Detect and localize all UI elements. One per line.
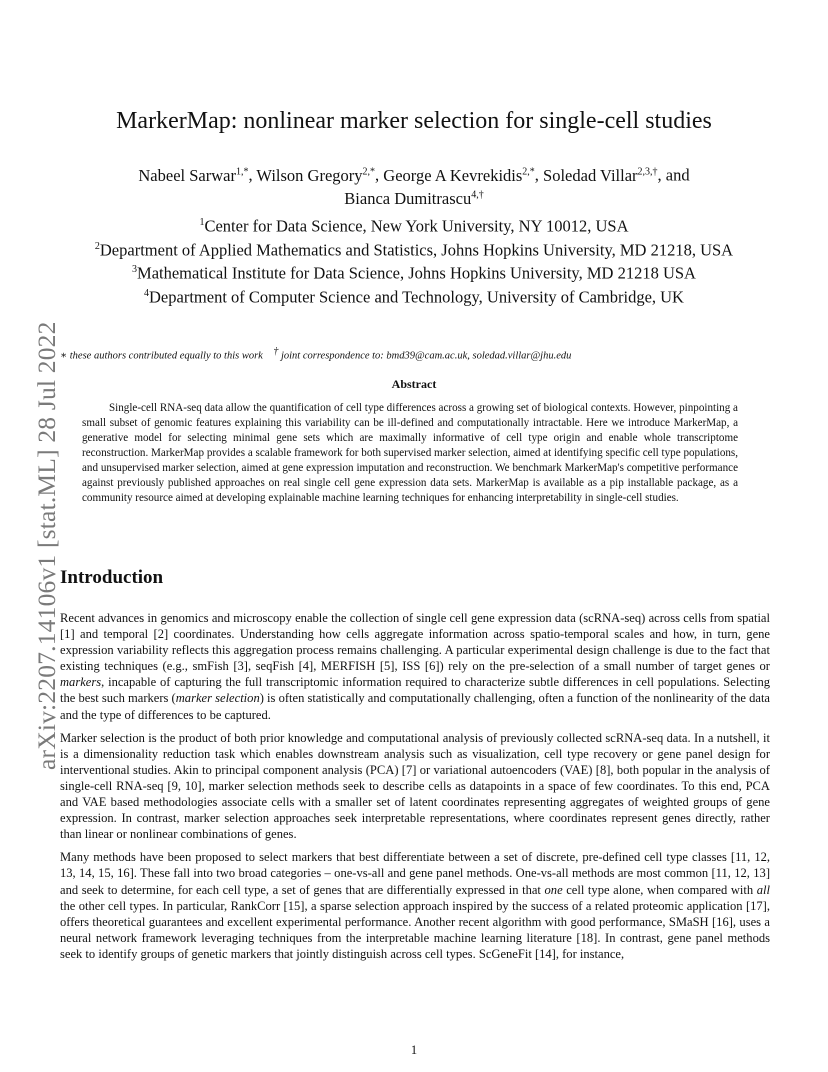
paragraph-text: ) is often statistically and computationally challenging, often a function of the nonlinearity of the data and the type of differences to be captured. — [60, 691, 770, 722]
author: Nabeel Sarwar$^{1,*}$ — [138, 165, 249, 185]
paragraph-text: Marker selection is the product of both prior knowledge and computational analysis of previously collected scRNA-seq data. In a nutshell, it is a dimensionality reduction task which enables downstream analysis such as visualization, cell type recovery or gene panel design for interventional studies. Akin to principal component analysis (PCA) [7] or variational autoencoders (VAE) [8], both popular in the analysis of single-cell RNA-seq [9, 10], marker selection methods seek to describe cells as datapoints in a space of few coordinates. To this end, PCA and VAE based methodologies associate cells with a smaller set of latent coordinates representing aggregates of weighted groups of gene expression. In contrast, marker selection approaches seek interpretable representations, where coordinates represent genes directly, rather than linear or nonlinear combinations of genes. — [60, 730, 770, 842]
author: Wilson Gregory$^{2,*}$ — [256, 165, 376, 185]
author: Soledad Villar$^{2,3,\dagger}$ — [543, 165, 658, 185]
author: George A Kevrekidis$^{2,*}$ — [383, 165, 535, 185]
author-footnote: ∗ these authors contributed equally to this work † joint correspondence to: bmd39@cam.ac.uk, soledad.villar@jhu.edu — [60, 346, 572, 362]
affiliation: $^4$Department of Computer Science and Technology, University of Cambridge, UK — [144, 287, 684, 306]
body-text — [60, 610, 770, 969]
body-paragraph — [60, 849, 770, 962]
affiliation-list — [40, 213, 788, 307]
arxiv-sidebar — [12, 290, 61, 770]
paragraph-text: cell type alone, when compared with — [562, 882, 757, 897]
emphasis-text: marker selection — [175, 691, 260, 706]
arxiv-identifier: arXiv:2207.14106v1 [stat.ML] 28 Jul 2022 — [32, 321, 61, 770]
abstract-text: Single-cell RNA-seq data allow the quantification of cell type differences across a growing set of biological contexts. However, pinpointing a small subset of genomic features explaining this variability can be ill-defined and computationally intractable. Here we introduce MarkerMap, a generative model for selecting minimal gene sets which are maximally informative of cell type origin and enable whole transcriptome reconstruction. MarkerMap provides a scalable framework for both supervised marker selection, aimed at identifying specific cell type populations, and unsupervised marker selection, aimed at gene expression imputation and reconstruction. We benchmark MarkerMap's competitive performance against previously published approaches on real single cell gene expression data sets. MarkerMap is available as a pip installable package, as a community resource aimed at developing explainable machine learning techniques for enhancing interpretability in single-cell studies. — [82, 402, 738, 504]
abstract-heading: Abstract — [391, 377, 437, 391]
affiliation: $^1$Center for Data Science, New York University, NY 10012, USA — [199, 216, 629, 236]
emphasis-text: one — [544, 882, 563, 897]
affiliation: $^3$Mathematical Institute for Data Science, Johns Hopkins University, MD 21218 USA — [132, 263, 696, 283]
paragraph-text: Recent advances in genomics and microscopy enable the collection of single cell gene expression data (scRNA-seq) across cells from spatial [1] and temporal [2] coordinates. Understanding how cells aggregate information across spatio-temporal scales and how, in turn, gene expression variability reflects this aggregation process remains challenging. A particular experimental design challenge is due to the fact that existing techniques (e.g., smFish [3], seqFish [4], MERFISH [5], ISS [6]) rely on the pre-selection of a small number of target genes or — [60, 611, 770, 674]
paper-title: MarkerMap: nonlinear marker selection for single-cell studies — [116, 108, 712, 134]
body-paragraph — [60, 610, 770, 723]
body-paragraph — [60, 730, 770, 843]
page-number: 1 — [410, 1043, 418, 1057]
paragraph-text: the other cell types. In particular, RankCorr [15], a sparse selection approach inspired by the success of a related proteomic application [17], offers theoretical guarantees and excellent experimental performance. Another recent algorithm with good performance, SMaSH [16], uses a neural network framework leveraging techniques from the interpretable machine learning literature [18]. In contrast, gene panel methods seek to identify groups of genetic markers that jointly distinguish across cell types. ScGeneFit [14], for instance, — [60, 898, 770, 961]
affiliation: $^2$Department of Applied Mathematics and Statistics, Johns Hopkins University, MD 21218, USA — [94, 240, 734, 259]
paragraph-text: , incapable of capturing the full transcriptomic information required to characterize subtle differences in cell populations. Selecting the best such markers ( — [60, 675, 770, 706]
section-heading: Introduction — [60, 567, 164, 588]
author-list: Nabeel Sarwar$^{1,*}$, Wilson Gregory$^{2,*}$, George A Kevrekidis$^{2,*}$, Soledad Villar$^{2,3,\dagger}$, and Bianca Dumitrascu$^{4,\dagger}$ — [138, 165, 690, 208]
author: Bianca Dumitrascu$^{4,\dagger}$ — [344, 189, 484, 208]
emphasis-text: all — [756, 882, 770, 897]
paragraph-text: Many methods have been proposed to select markers that best differentiate between a set of discrete, pre-defined cell type classes [11, 12, 13, 14, 15, 16]. These fall into two broad categories – one-vs-all and gene panel methods. One-vs-all methods are most common [11, 12, 13] and seek to determine, for each cell type, a set of genes that are differentially expressed in that — [60, 850, 770, 897]
emphasis-text: markers — [60, 675, 102, 690]
